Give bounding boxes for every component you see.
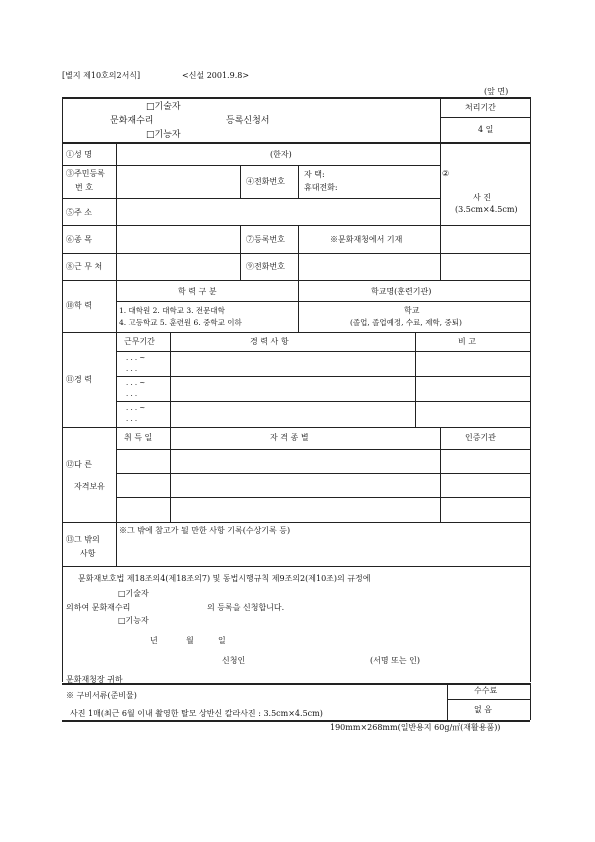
title-prefix: 문화재수리 — [110, 116, 154, 126]
row-line — [62, 522, 530, 523]
graduation-status: (졸업, 졸업예정, 수료, 제학, 중퇴) — [350, 318, 462, 327]
school-name-header: 학교명(훈련기관) — [371, 287, 432, 296]
photo-number: ② — [442, 169, 450, 178]
attachments-top-line — [62, 683, 530, 685]
attachments-label: ※ 구비서류(준비물) — [66, 691, 137, 700]
attachment-item: 사진 1매(최근 6월 이내 촬영한 탈모 상반신 칼라사진 : 3.5cm×4.5cm) — [70, 709, 323, 718]
processing-line — [440, 117, 530, 118]
photo-column-divider — [440, 142, 441, 280]
fee-value: 없 음 — [474, 705, 492, 714]
cell-divider — [170, 427, 171, 522]
cert-org-header: 인증기관 — [465, 433, 496, 442]
regno-note: ※문화재청에서 기재 — [330, 235, 403, 244]
cell-divider — [240, 165, 241, 198]
career-label: ⑪경 력 — [66, 375, 92, 384]
school-label: 학교 — [404, 306, 420, 315]
page-side: (앞 면) — [484, 87, 509, 96]
cell-divider — [170, 332, 171, 427]
row-line — [116, 351, 530, 352]
education-category-header: 학 력 구 분 — [178, 287, 217, 296]
cell-divider — [298, 280, 299, 332]
date-year-label: 년 — [150, 636, 158, 645]
row-line — [116, 497, 530, 498]
education-options-2: 4. 고등학교 5. 훈련원 6. 중학교 이하 — [119, 318, 242, 327]
declaration-option-technician: □기술자 — [118, 589, 149, 598]
education-label: ⑩학 력 — [66, 301, 92, 310]
declaration-option-craftsman: □기능자 — [118, 616, 149, 625]
cell-divider — [440, 427, 441, 522]
name-label: ①성 명 — [66, 150, 92, 159]
row-line — [116, 301, 530, 302]
work-phone-label: ⑨전화번호 — [246, 262, 285, 271]
processing-period-value: 4 일 — [478, 125, 494, 134]
career-period-1-end: . . . — [126, 365, 138, 373]
row-line — [116, 376, 530, 377]
signature-label: (서명 또는 인) — [370, 656, 420, 665]
top-border — [62, 97, 530, 99]
career-note-header: 비 고 — [458, 337, 476, 346]
fee-divider — [447, 683, 448, 720]
title-option-craftsman: □기능자 — [146, 130, 181, 140]
applicant-label: 신청인 — [222, 656, 246, 665]
rrn-label: ③주민등록 — [66, 169, 105, 178]
home-phone-label: 자 택: — [304, 170, 325, 179]
title-option-technician: □기술자 — [146, 102, 181, 112]
address-field[interactable] — [117, 199, 439, 224]
form-title: 등록신청서 — [226, 116, 270, 126]
workplace-label: ⑧근 무 처 — [66, 262, 103, 271]
revision-note: <신설 2001.9.8> — [182, 71, 250, 80]
phone-field[interactable] — [345, 166, 439, 198]
work-phone-field[interactable] — [299, 254, 439, 279]
fee-label: 수수료 — [474, 686, 498, 695]
career-period-1-start: . . . ~ — [126, 354, 146, 362]
declaration-line-2a: 의하여 문화재수리 — [66, 603, 131, 612]
applicant-name-field[interactable] — [262, 652, 362, 668]
hanja-label: (한자) — [270, 150, 292, 159]
cell-divider — [116, 427, 117, 522]
phone-label: ④전화번호 — [246, 177, 285, 186]
row-line — [62, 427, 530, 428]
recipient: 문화재청장 귀하 — [66, 675, 123, 684]
misc-field[interactable] — [117, 538, 529, 565]
right-border — [530, 97, 531, 682]
cell-divider — [298, 165, 299, 198]
cell-divider — [116, 280, 117, 332]
career-period-3-start: . . . ~ — [126, 404, 146, 412]
fee-line — [447, 699, 530, 700]
paper-spec: 190mm×268mm(일반용지 60g/㎡(재활용품)) — [330, 723, 501, 732]
education-options-1: 1. 대학원 2. 대학교 3. 전문대학 — [119, 306, 225, 315]
workplace-field[interactable] — [117, 254, 239, 279]
rrn-field[interactable] — [117, 166, 239, 198]
other-cert-label: ⑫다 른 — [66, 460, 92, 469]
address-label: ⑤주 소 — [66, 208, 92, 217]
career-detail-header: 경 력 사 항 — [250, 337, 289, 346]
form-number: [별지 제10호의2서식] — [62, 71, 141, 80]
declaration-line-2b: 의 등록을 신청합니다. — [207, 603, 285, 612]
processing-divider — [440, 97, 441, 142]
photo-label: 사 진 — [473, 193, 491, 202]
processing-period-label: 처리기간 — [465, 103, 496, 112]
left-border — [62, 97, 63, 682]
other-cert-label-2: 자격보유 — [74, 482, 105, 491]
mobile-phone-label: 휴대전화: — [304, 183, 338, 192]
cert-type-header: 자 격 종 별 — [270, 433, 309, 442]
row-line — [62, 332, 530, 333]
row-line — [116, 401, 530, 402]
right-border-lower — [530, 683, 531, 720]
category-label: ⑥종 목 — [66, 235, 92, 244]
date-month-label: 월 — [186, 636, 194, 645]
career-period-header: 근무기간 — [124, 337, 155, 346]
regno-label: ⑦등록번호 — [246, 235, 285, 244]
misc-note: ※그 밖에 참고가 될 만한 사항 기록(수상기록 등) — [119, 526, 291, 535]
category-field[interactable] — [117, 226, 239, 253]
row-line — [116, 449, 530, 450]
career-period-2-end: . . . — [126, 390, 138, 398]
row-line — [116, 473, 530, 474]
cell-divider — [415, 332, 416, 427]
acquired-date-header: 취 득 일 — [124, 433, 153, 442]
row-line — [62, 280, 530, 281]
rrn-label-2: 번 호 — [75, 183, 93, 192]
row-line — [62, 566, 530, 567]
career-period-3-end: . . . — [126, 415, 138, 423]
declaration-line-1: 문화재보호법 제18조의4(제18조의7) 및 동법시행규칙 제9조의2(제10조)의 규정에 — [78, 574, 371, 583]
misc-label: ⑬그 밖의 — [66, 535, 100, 544]
career-period-2-start: . . . ~ — [126, 379, 146, 387]
misc-label-2: 사항 — [80, 549, 96, 558]
date-day-label: 일 — [218, 636, 226, 645]
cell-divider — [116, 332, 117, 427]
bottom-border — [62, 720, 530, 722]
photo-size: (3.5cm×4.5cm) — [455, 205, 518, 214]
